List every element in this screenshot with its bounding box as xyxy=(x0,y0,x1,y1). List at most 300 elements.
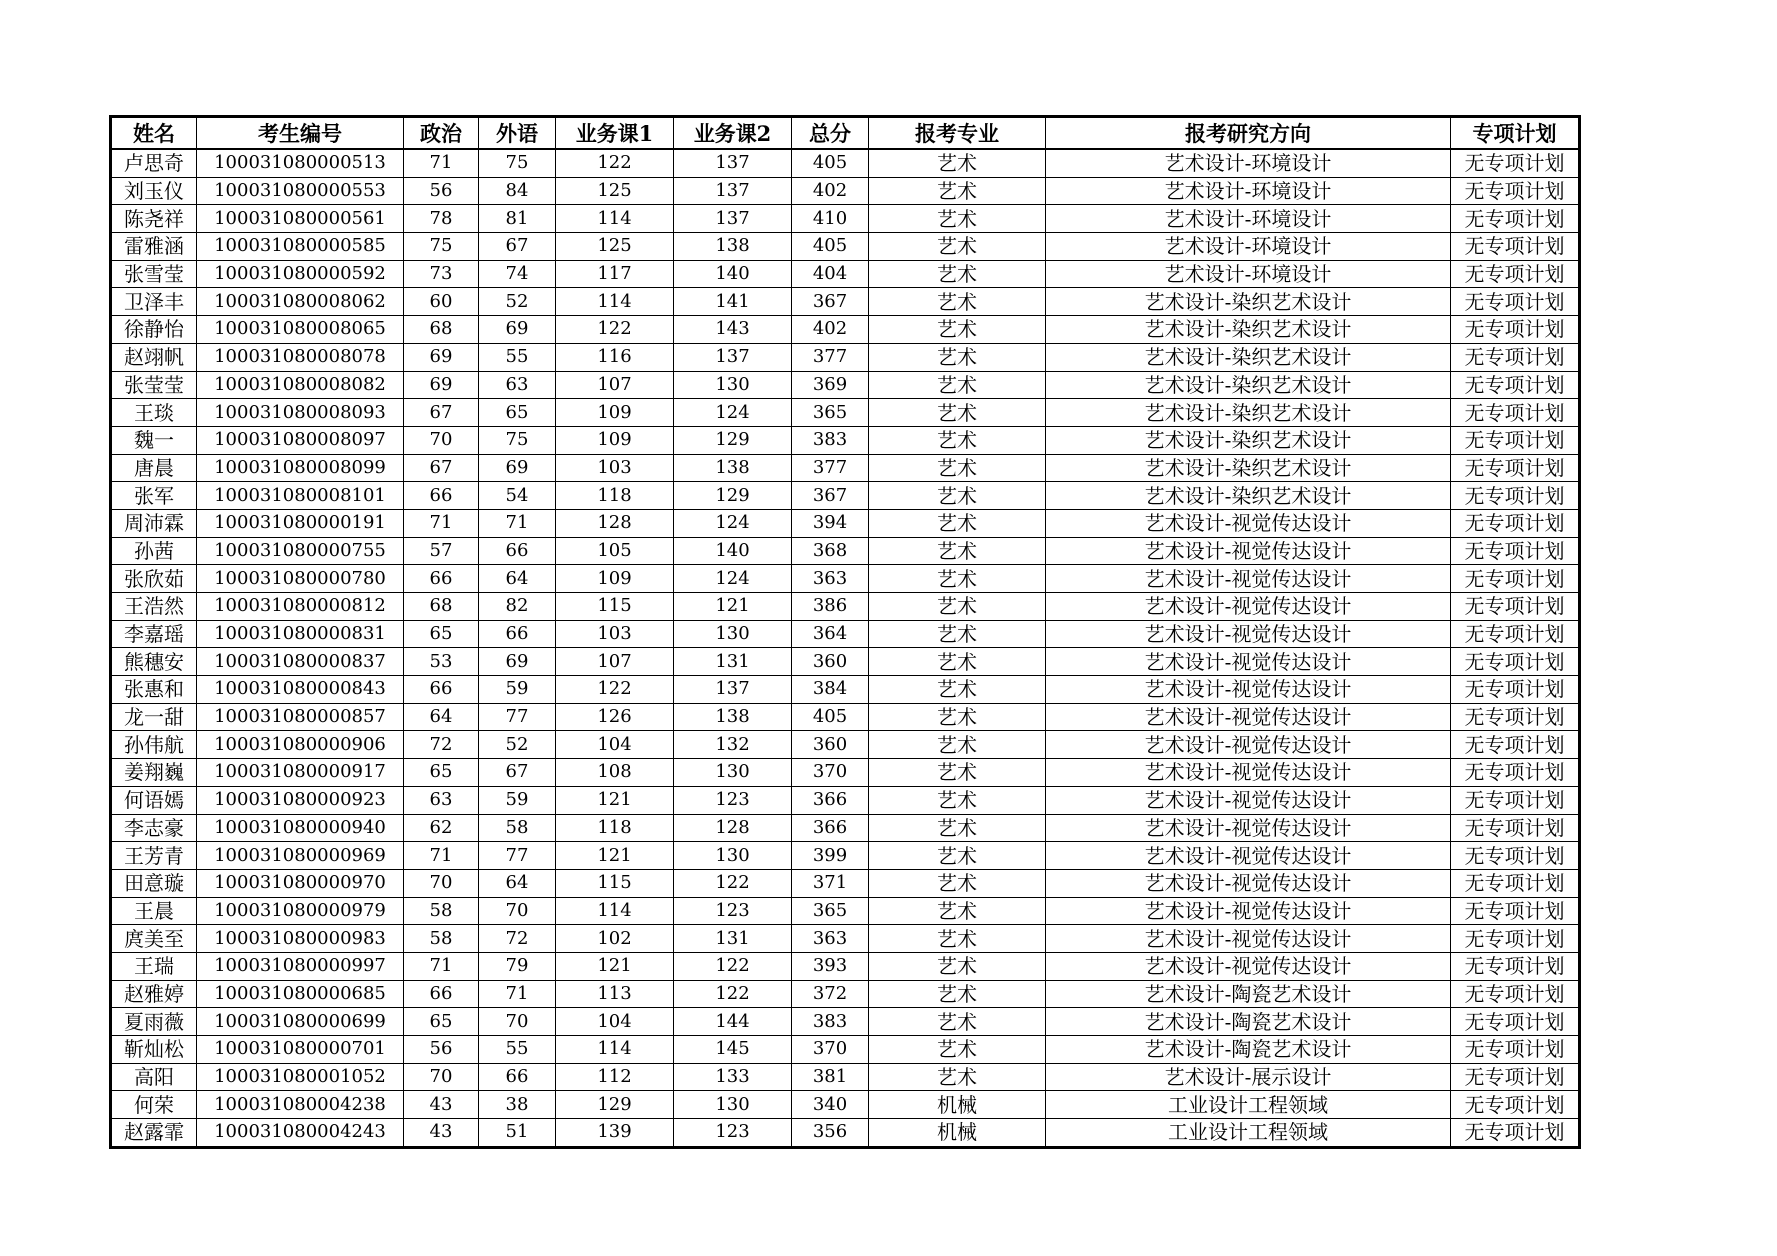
cell-course2: 131 xyxy=(674,648,792,676)
cell-total: 383 xyxy=(792,426,869,454)
cell-course2: 124 xyxy=(674,399,792,427)
cell-direction: 艺术设计-视觉传达设计 xyxy=(1046,593,1451,621)
cell-total: 370 xyxy=(792,1036,869,1064)
cell-total: 410 xyxy=(792,205,869,233)
cell-id: 100031080000857 xyxy=(197,703,404,731)
table-row xyxy=(111,1008,1580,1036)
cell-politics: 75 xyxy=(404,233,479,261)
cell-direction: 艺术设计-视觉传达设计 xyxy=(1046,925,1451,953)
cell-id: 100031080000780 xyxy=(197,565,404,593)
cell-politics: 71 xyxy=(404,842,479,870)
cell-total: 377 xyxy=(792,343,869,371)
cell-politics: 62 xyxy=(404,814,479,842)
cell-name: 张莹莹 xyxy=(111,371,197,399)
cell-total: 370 xyxy=(792,759,869,787)
cell-politics: 71 xyxy=(404,952,479,980)
cell-name: 王琰 xyxy=(111,399,197,427)
cell-course2: 137 xyxy=(674,177,792,205)
cell-course2: 121 xyxy=(674,593,792,621)
cell-plan: 无专项计划 xyxy=(1451,1063,1580,1091)
cell-name: 靳灿松 xyxy=(111,1036,197,1064)
cell-politics: 66 xyxy=(404,980,479,1008)
cell-name: 陈尧祥 xyxy=(111,205,197,233)
cell-major: 艺术 xyxy=(869,786,1046,814)
cell-course2: 144 xyxy=(674,1008,792,1036)
cell-language: 72 xyxy=(479,925,556,953)
table-row xyxy=(111,593,1580,621)
cell-plan: 无专项计划 xyxy=(1451,620,1580,648)
cell-language: 77 xyxy=(479,703,556,731)
cell-course1: 107 xyxy=(556,648,674,676)
cell-name: 李志豪 xyxy=(111,814,197,842)
table-row xyxy=(111,454,1580,482)
cell-major: 艺术 xyxy=(869,343,1046,371)
header-course1: 业务课1 xyxy=(556,117,674,150)
table-row xyxy=(111,952,1580,980)
header-name: 姓名 xyxy=(111,117,197,150)
cell-major: 艺术 xyxy=(869,316,1046,344)
table-row xyxy=(111,814,1580,842)
cell-course2: 141 xyxy=(674,288,792,316)
cell-course1: 109 xyxy=(556,565,674,593)
cell-politics: 67 xyxy=(404,454,479,482)
cell-course1: 126 xyxy=(556,703,674,731)
cell-course2: 129 xyxy=(674,426,792,454)
cell-direction: 艺术设计-染织艺术设计 xyxy=(1046,316,1451,344)
cell-language: 55 xyxy=(479,343,556,371)
cell-major: 艺术 xyxy=(869,759,1046,787)
cell-politics: 43 xyxy=(404,1091,479,1119)
cell-course2: 130 xyxy=(674,620,792,648)
cell-major: 艺术 xyxy=(869,648,1046,676)
cell-total: 364 xyxy=(792,620,869,648)
cell-id: 100031080000983 xyxy=(197,925,404,953)
cell-direction: 艺术设计-环境设计 xyxy=(1046,233,1451,261)
cell-plan: 无专项计划 xyxy=(1451,593,1580,621)
cell-course1: 108 xyxy=(556,759,674,787)
cell-course2: 138 xyxy=(674,454,792,482)
cell-plan: 无专项计划 xyxy=(1451,426,1580,454)
cell-id: 100031080000923 xyxy=(197,786,404,814)
header-total: 总分 xyxy=(792,117,869,150)
table-row xyxy=(111,1036,1580,1064)
cell-course2: 123 xyxy=(674,1119,792,1148)
cell-politics: 72 xyxy=(404,731,479,759)
table-row xyxy=(111,565,1580,593)
cell-course1: 121 xyxy=(556,786,674,814)
cell-major: 艺术 xyxy=(869,399,1046,427)
cell-plan: 无专项计划 xyxy=(1451,454,1580,482)
cell-plan: 无专项计划 xyxy=(1451,897,1580,925)
cell-total: 367 xyxy=(792,482,869,510)
cell-course1: 118 xyxy=(556,814,674,842)
cell-total: 405 xyxy=(792,233,869,261)
table-header xyxy=(111,117,1580,150)
cell-politics: 58 xyxy=(404,897,479,925)
table-body xyxy=(111,149,1580,1147)
cell-name: 卢思奇 xyxy=(111,149,197,177)
cell-plan: 无专项计划 xyxy=(1451,1119,1580,1148)
cell-language: 59 xyxy=(479,786,556,814)
cell-name: 孙茜 xyxy=(111,537,197,565)
cell-course2: 123 xyxy=(674,897,792,925)
cell-total: 360 xyxy=(792,731,869,759)
cell-total: 405 xyxy=(792,149,869,177)
header-politics: 政治 xyxy=(404,117,479,150)
cell-name: 张雪莹 xyxy=(111,260,197,288)
cell-language: 66 xyxy=(479,1063,556,1091)
cell-total: 394 xyxy=(792,509,869,537)
cell-direction: 艺术设计-视觉传达设计 xyxy=(1046,814,1451,842)
cell-total: 377 xyxy=(792,454,869,482)
cell-course1: 102 xyxy=(556,925,674,953)
cell-name: 李嘉瑶 xyxy=(111,620,197,648)
cell-name: 赵翊帆 xyxy=(111,343,197,371)
cell-politics: 65 xyxy=(404,759,479,787)
cell-direction: 艺术设计-环境设计 xyxy=(1046,205,1451,233)
cell-major: 艺术 xyxy=(869,842,1046,870)
cell-direction: 艺术设计-染织艺术设计 xyxy=(1046,399,1451,427)
cell-id: 100031080000585 xyxy=(197,233,404,261)
cell-total: 381 xyxy=(792,1063,869,1091)
cell-plan: 无专项计划 xyxy=(1451,177,1580,205)
header-plan: 专项计划 xyxy=(1451,117,1580,150)
cell-id: 100031080000701 xyxy=(197,1036,404,1064)
table-row xyxy=(111,260,1580,288)
cell-name: 何荣 xyxy=(111,1091,197,1119)
cell-politics: 67 xyxy=(404,399,479,427)
cell-course1: 103 xyxy=(556,454,674,482)
table-row xyxy=(111,149,1580,177)
cell-politics: 66 xyxy=(404,482,479,510)
table-row xyxy=(111,703,1580,731)
cell-total: 366 xyxy=(792,814,869,842)
score-table xyxy=(109,115,1581,1149)
cell-id: 100031080000685 xyxy=(197,980,404,1008)
cell-plan: 无专项计划 xyxy=(1451,1008,1580,1036)
cell-plan: 无专项计划 xyxy=(1451,371,1580,399)
cell-language: 63 xyxy=(479,371,556,399)
cell-course1: 113 xyxy=(556,980,674,1008)
cell-language: 79 xyxy=(479,952,556,980)
cell-direction: 艺术设计-视觉传达设计 xyxy=(1046,676,1451,704)
cell-language: 58 xyxy=(479,814,556,842)
cell-language: 64 xyxy=(479,565,556,593)
cell-course2: 140 xyxy=(674,537,792,565)
cell-name: 田意璇 xyxy=(111,869,197,897)
cell-major: 艺术 xyxy=(869,482,1046,510)
cell-id: 100031080000969 xyxy=(197,842,404,870)
cell-direction: 艺术设计-视觉传达设计 xyxy=(1046,869,1451,897)
cell-course2: 130 xyxy=(674,1091,792,1119)
cell-major: 艺术 xyxy=(869,925,1046,953)
cell-direction: 艺术设计-陶瓷艺术设计 xyxy=(1046,1008,1451,1036)
cell-politics: 43 xyxy=(404,1119,479,1148)
cell-language: 54 xyxy=(479,482,556,510)
cell-major: 艺术 xyxy=(869,814,1046,842)
cell-politics: 58 xyxy=(404,925,479,953)
cell-politics: 66 xyxy=(404,676,479,704)
cell-politics: 73 xyxy=(404,260,479,288)
cell-course1: 107 xyxy=(556,371,674,399)
cell-politics: 60 xyxy=(404,288,479,316)
cell-name: 周沛霖 xyxy=(111,509,197,537)
cell-major: 艺术 xyxy=(869,260,1046,288)
cell-id: 100031080008078 xyxy=(197,343,404,371)
cell-plan: 无专项计划 xyxy=(1451,952,1580,980)
cell-name: 徐静怡 xyxy=(111,316,197,344)
cell-language: 65 xyxy=(479,399,556,427)
cell-course1: 114 xyxy=(556,1036,674,1064)
cell-plan: 无专项计划 xyxy=(1451,759,1580,787)
cell-politics: 68 xyxy=(404,316,479,344)
cell-politics: 70 xyxy=(404,869,479,897)
cell-course2: 143 xyxy=(674,316,792,344)
cell-total: 363 xyxy=(792,565,869,593)
table-row xyxy=(111,648,1580,676)
cell-politics: 78 xyxy=(404,205,479,233)
cell-id: 100031080001052 xyxy=(197,1063,404,1091)
cell-course1: 122 xyxy=(556,316,674,344)
cell-name: 龙一甜 xyxy=(111,703,197,731)
cell-language: 74 xyxy=(479,260,556,288)
cell-course1: 128 xyxy=(556,509,674,537)
cell-major: 艺术 xyxy=(869,897,1046,925)
cell-course1: 115 xyxy=(556,593,674,621)
cell-major: 艺术 xyxy=(869,980,1046,1008)
table-row xyxy=(111,371,1580,399)
cell-id: 100031080000699 xyxy=(197,1008,404,1036)
header-id: 考生编号 xyxy=(197,117,404,150)
cell-course2: 123 xyxy=(674,786,792,814)
cell-id: 100031080000837 xyxy=(197,648,404,676)
cell-total: 365 xyxy=(792,399,869,427)
cell-politics: 69 xyxy=(404,371,479,399)
cell-major: 艺术 xyxy=(869,205,1046,233)
cell-id: 100031080000831 xyxy=(197,620,404,648)
cell-name: 唐晨 xyxy=(111,454,197,482)
header-row xyxy=(111,117,1580,150)
cell-name: 雷雅涵 xyxy=(111,233,197,261)
table-row xyxy=(111,399,1580,427)
cell-language: 64 xyxy=(479,869,556,897)
cell-course2: 130 xyxy=(674,371,792,399)
cell-course2: 130 xyxy=(674,842,792,870)
cell-plan: 无专项计划 xyxy=(1451,842,1580,870)
cell-id: 100031080008099 xyxy=(197,454,404,482)
cell-id: 100031080000843 xyxy=(197,676,404,704)
cell-course1: 109 xyxy=(556,399,674,427)
cell-direction: 艺术设计-视觉传达设计 xyxy=(1046,620,1451,648)
cell-name: 高阳 xyxy=(111,1063,197,1091)
table-row xyxy=(111,786,1580,814)
cell-course2: 145 xyxy=(674,1036,792,1064)
cell-plan: 无专项计划 xyxy=(1451,731,1580,759)
table-row xyxy=(111,537,1580,565)
cell-direction: 艺术设计-视觉传达设计 xyxy=(1046,731,1451,759)
header-direction: 报考研究方向 xyxy=(1046,117,1451,150)
cell-direction: 艺术设计-视觉传达设计 xyxy=(1046,786,1451,814)
header-language: 外语 xyxy=(479,117,556,150)
cell-name: 魏一 xyxy=(111,426,197,454)
header-major: 报考专业 xyxy=(869,117,1046,150)
cell-direction: 艺术设计-陶瓷艺术设计 xyxy=(1046,1036,1451,1064)
cell-major: 艺术 xyxy=(869,869,1046,897)
table-row xyxy=(111,676,1580,704)
cell-name: 王瑞 xyxy=(111,952,197,980)
table-row xyxy=(111,897,1580,925)
cell-politics: 56 xyxy=(404,1036,479,1064)
cell-politics: 69 xyxy=(404,343,479,371)
cell-major: 艺术 xyxy=(869,676,1046,704)
cell-course1: 118 xyxy=(556,482,674,510)
cell-course1: 122 xyxy=(556,149,674,177)
table-row xyxy=(111,316,1580,344)
cell-id: 100031080000191 xyxy=(197,509,404,537)
cell-direction: 艺术设计-染织艺术设计 xyxy=(1046,343,1451,371)
cell-total: 363 xyxy=(792,925,869,953)
cell-direction: 工业设计工程领域 xyxy=(1046,1091,1451,1119)
cell-language: 71 xyxy=(479,980,556,1008)
cell-politics: 70 xyxy=(404,426,479,454)
cell-course2: 122 xyxy=(674,980,792,1008)
cell-course2: 130 xyxy=(674,759,792,787)
cell-total: 393 xyxy=(792,952,869,980)
cell-politics: 65 xyxy=(404,1008,479,1036)
table-row xyxy=(111,1063,1580,1091)
cell-id: 100031080000812 xyxy=(197,593,404,621)
cell-course1: 115 xyxy=(556,869,674,897)
cell-course1: 139 xyxy=(556,1119,674,1148)
cell-name: 张欣茹 xyxy=(111,565,197,593)
cell-language: 51 xyxy=(479,1119,556,1148)
cell-course1: 105 xyxy=(556,537,674,565)
cell-politics: 65 xyxy=(404,620,479,648)
cell-plan: 无专项计划 xyxy=(1451,1091,1580,1119)
table-row xyxy=(111,233,1580,261)
cell-plan: 无专项计划 xyxy=(1451,703,1580,731)
cell-total: 386 xyxy=(792,593,869,621)
cell-language: 59 xyxy=(479,676,556,704)
cell-total: 366 xyxy=(792,786,869,814)
cell-total: 405 xyxy=(792,703,869,731)
table-row xyxy=(111,177,1580,205)
cell-major: 艺术 xyxy=(869,1063,1046,1091)
cell-direction: 艺术设计-环境设计 xyxy=(1046,177,1451,205)
cell-direction: 艺术设计-环境设计 xyxy=(1046,149,1451,177)
cell-name: 孙伟航 xyxy=(111,731,197,759)
cell-id: 100031080004243 xyxy=(197,1119,404,1148)
cell-plan: 无专项计划 xyxy=(1451,925,1580,953)
cell-total: 356 xyxy=(792,1119,869,1148)
cell-total: 365 xyxy=(792,897,869,925)
cell-direction: 艺术设计-染织艺术设计 xyxy=(1046,426,1451,454)
cell-language: 69 xyxy=(479,316,556,344)
cell-direction: 艺术设计-视觉传达设计 xyxy=(1046,537,1451,565)
cell-major: 艺术 xyxy=(869,731,1046,759)
table-row xyxy=(111,1091,1580,1119)
cell-major: 机械 xyxy=(869,1119,1046,1148)
cell-plan: 无专项计划 xyxy=(1451,1036,1580,1064)
cell-total: 340 xyxy=(792,1091,869,1119)
cell-id: 100031080000970 xyxy=(197,869,404,897)
cell-politics: 63 xyxy=(404,786,479,814)
cell-plan: 无专项计划 xyxy=(1451,980,1580,1008)
cell-name: 夏雨薇 xyxy=(111,1008,197,1036)
table-row xyxy=(111,205,1580,233)
cell-politics: 70 xyxy=(404,1063,479,1091)
cell-course2: 122 xyxy=(674,869,792,897)
cell-course2: 133 xyxy=(674,1063,792,1091)
table-row xyxy=(111,731,1580,759)
cell-course1: 104 xyxy=(556,1008,674,1036)
cell-politics: 56 xyxy=(404,177,479,205)
cell-direction: 艺术设计-视觉传达设计 xyxy=(1046,759,1451,787)
cell-direction: 艺术设计-染织艺术设计 xyxy=(1046,371,1451,399)
cell-id: 100031080000553 xyxy=(197,177,404,205)
cell-name: 刘玉仪 xyxy=(111,177,197,205)
cell-politics: 57 xyxy=(404,537,479,565)
cell-total: 368 xyxy=(792,537,869,565)
cell-total: 372 xyxy=(792,980,869,1008)
cell-major: 艺术 xyxy=(869,1036,1046,1064)
cell-name: 何语嫣 xyxy=(111,786,197,814)
cell-id: 100031080008062 xyxy=(197,288,404,316)
table-row xyxy=(111,426,1580,454)
table-row xyxy=(111,482,1580,510)
cell-name: 张惠和 xyxy=(111,676,197,704)
cell-name: 王芳青 xyxy=(111,842,197,870)
cell-plan: 无专项计划 xyxy=(1451,648,1580,676)
cell-total: 369 xyxy=(792,371,869,399)
cell-plan: 无专项计划 xyxy=(1451,786,1580,814)
cell-id: 100031080008082 xyxy=(197,371,404,399)
cell-politics: 66 xyxy=(404,565,479,593)
cell-major: 艺术 xyxy=(869,288,1046,316)
cell-plan: 无专项计划 xyxy=(1451,869,1580,897)
cell-total: 384 xyxy=(792,676,869,704)
cell-major: 艺术 xyxy=(869,426,1046,454)
cell-course2: 137 xyxy=(674,149,792,177)
cell-language: 67 xyxy=(479,233,556,261)
cell-course1: 114 xyxy=(556,897,674,925)
cell-id: 100031080000917 xyxy=(197,759,404,787)
cell-language: 75 xyxy=(479,149,556,177)
cell-plan: 无专项计划 xyxy=(1451,316,1580,344)
cell-course2: 137 xyxy=(674,343,792,371)
cell-name: 王晨 xyxy=(111,897,197,925)
cell-course1: 122 xyxy=(556,676,674,704)
cell-major: 机械 xyxy=(869,1091,1046,1119)
cell-direction: 艺术设计-染织艺术设计 xyxy=(1046,482,1451,510)
cell-course2: 131 xyxy=(674,925,792,953)
header-course2: 业务课2 xyxy=(674,117,792,150)
cell-language: 77 xyxy=(479,842,556,870)
cell-course2: 138 xyxy=(674,703,792,731)
cell-course1: 114 xyxy=(556,288,674,316)
table-row xyxy=(111,842,1580,870)
cell-language: 52 xyxy=(479,731,556,759)
cell-name: 张军 xyxy=(111,482,197,510)
cell-direction: 艺术设计-染织艺术设计 xyxy=(1046,288,1451,316)
table-row xyxy=(111,288,1580,316)
cell-id: 100031080000979 xyxy=(197,897,404,925)
cell-course1: 116 xyxy=(556,343,674,371)
cell-language: 69 xyxy=(479,454,556,482)
cell-course1: 109 xyxy=(556,426,674,454)
table-row xyxy=(111,759,1580,787)
cell-total: 404 xyxy=(792,260,869,288)
